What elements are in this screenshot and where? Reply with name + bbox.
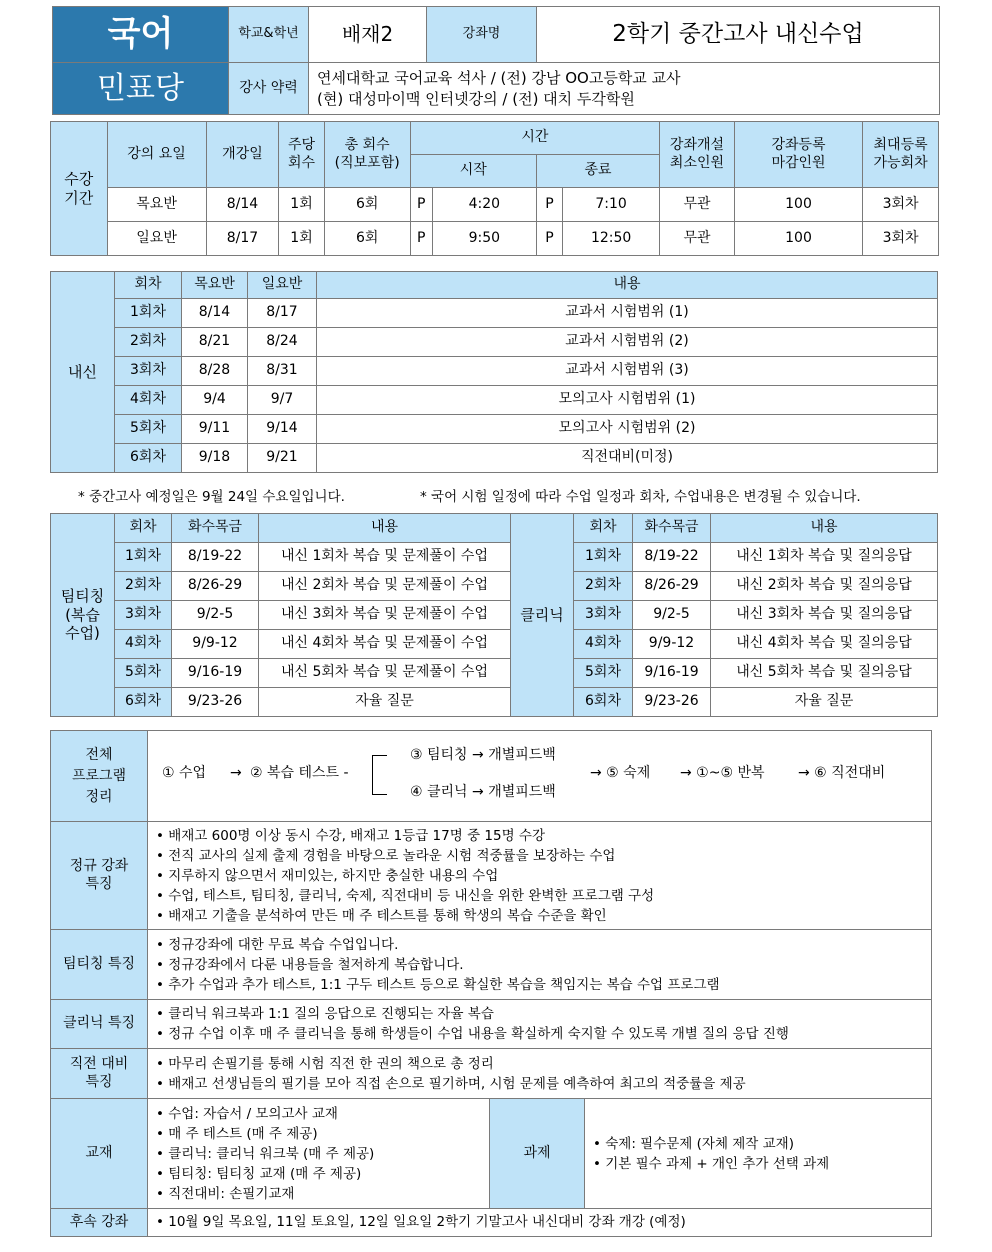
content: 내신 3회차 복습 및 문제풀이 수업	[259, 601, 511, 630]
naesin-row	[51, 415, 938, 444]
content: 자율 질문	[259, 688, 511, 717]
list-item: • 매 주 테스트 (매 주 제공)	[156, 1125, 318, 1142]
col-min: 강좌개설 최소인원	[660, 122, 735, 188]
round: 3회차	[115, 601, 172, 630]
list-item: • 전직 교사의 실제 출제 경험을 바탕으로 놀라운 시험 적중률을 보장하는 수업	[156, 847, 616, 864]
round: 6회차	[115, 688, 172, 717]
row-end-time: 7:10	[563, 188, 660, 222]
arrow: →	[230, 765, 242, 781]
clinic-days: 9/9-12	[633, 630, 711, 659]
list-item: • 지루하지 않으면서 재미있는, 하지만 충실한 내용의 수업	[156, 867, 499, 884]
naesin-row	[51, 444, 938, 473]
list-item: • 클리닉: 클리닉 워크북 (매 주 제공)	[156, 1145, 375, 1162]
row-end-ampm: P	[536, 188, 562, 222]
step-review-test: ② 복습 테스트 -	[250, 765, 349, 781]
list-item: • 숙제: 필수문제 (자체 제작 교재)	[593, 1135, 794, 1152]
list-item: • 수업, 테스트, 팀티칭, 클리닉, 숙제, 직전대비 등 내신을 위한 완벽한 프로그램 구성	[156, 887, 655, 904]
col-time-end: 종료	[536, 155, 659, 188]
row-date: 8/17	[206, 222, 279, 256]
col-day: 강의 요일	[107, 122, 206, 188]
team-row	[51, 659, 938, 688]
col-time-start: 시작	[410, 155, 536, 188]
col-start-date: 개강일	[206, 122, 279, 188]
program-flow-diagram	[148, 731, 931, 821]
content: 내신 5회차 복습 및 문제풀이 수업	[259, 659, 511, 688]
homework-label: 과제	[490, 1099, 585, 1209]
team-row	[51, 543, 938, 572]
feature-row	[51, 1000, 932, 1049]
clinic-round: 4회차	[574, 630, 633, 659]
team-row	[51, 688, 938, 717]
content: 교과서 시험범위 (3)	[317, 357, 938, 386]
list-item: • 팀티칭: 팀티칭 교재 (매 주 제공)	[156, 1165, 362, 1182]
row-total: 6회	[324, 222, 410, 256]
course-label: 강좌명	[427, 7, 537, 63]
sun-date: 8/24	[248, 328, 317, 357]
thu-date: 8/28	[182, 357, 248, 386]
teacher-name: 민표당	[53, 63, 229, 115]
team-clinic-table	[50, 513, 938, 717]
content: 내신 4회차 복습 및 문제풀이 수업	[259, 630, 511, 659]
clinic-round: 5회차	[574, 659, 633, 688]
col-time: 시간	[410, 122, 660, 155]
thu-date: 8/14	[182, 299, 248, 328]
row-min: 무관	[660, 222, 735, 256]
features-table	[50, 730, 932, 1237]
step-final-prep: → ⑥ 직전대비	[798, 765, 886, 781]
round: 5회차	[115, 415, 182, 444]
content: 교과서 시험범위 (2)	[317, 328, 938, 357]
row-day: 목요반	[107, 188, 206, 222]
bio-label: 강사 약력	[229, 63, 309, 115]
school-label: 학교&학년	[229, 7, 309, 63]
row-start-ampm: P	[410, 222, 432, 256]
list-item: • 배재고 선생님들의 필기를 모아 직접 손으로 필기하며, 시험 문제를 예측하여 최고의 적중률을 제공	[156, 1075, 746, 1092]
clinic-days: 9/23-26	[633, 688, 711, 717]
sun-date: 9/21	[248, 444, 317, 473]
col-weekly: 주당 회수	[279, 122, 324, 188]
sun-date: 9/7	[248, 386, 317, 415]
clinic-round: 6회차	[574, 688, 633, 717]
round: 4회차	[115, 630, 172, 659]
row-total: 6회	[324, 188, 410, 222]
list-item: • 정규강좌에서 다룬 내용들을 철저하게 복습합니다.	[156, 956, 464, 973]
naesin-table	[50, 271, 938, 473]
col-thu: 목요반	[182, 272, 248, 299]
clinic-days: 8/19-22	[633, 543, 711, 572]
row-late: 3회차	[863, 188, 939, 222]
list-item: • 배재고 600명 이상 동시 수강, 배재고 1등급 17명 중 15명 수강	[156, 827, 545, 844]
col-content: 내용	[711, 514, 938, 543]
regular-feature-list	[148, 822, 932, 930]
round: 3회차	[115, 357, 182, 386]
list-item: • 배재고 기출을 분석하여 만든 매 주 테스트를 통해 학생의 복습 수준을 확인	[156, 907, 607, 924]
row-start-time: 9:50	[432, 222, 536, 256]
col-content: 내용	[259, 514, 511, 543]
sun-date: 8/31	[248, 357, 317, 386]
final-prep-feature-list	[148, 1049, 932, 1099]
homework-list	[585, 1099, 932, 1209]
thu-date: 9/4	[182, 386, 248, 415]
days: 8/26-29	[172, 572, 259, 601]
feature-row	[51, 1049, 932, 1099]
row-date: 8/14	[206, 188, 279, 222]
clinic-round: 1회차	[574, 543, 633, 572]
step-homework: → ⑤ 숙제	[590, 765, 651, 781]
days: 9/16-19	[172, 659, 259, 688]
step-repeat: → ①~⑤ 반복	[680, 765, 765, 781]
team-row	[51, 601, 938, 630]
feature-row	[51, 930, 932, 1000]
row-weekly: 1회	[279, 188, 324, 222]
program-label: 전체 프로그램 정리	[51, 731, 148, 822]
followup-label: 후속 강좌	[51, 1209, 148, 1237]
materials-list	[148, 1099, 490, 1209]
clinic-content: 내신 3회차 복습 및 질의응답	[711, 601, 938, 630]
naesin-row	[51, 386, 938, 415]
regular-feature-label: 정규 강좌 특징	[51, 822, 148, 930]
step-team-teaching: ③ 팀티칭 → 개별피드백	[410, 747, 556, 763]
team-feature-label: 팀티칭 특징	[51, 930, 148, 1000]
list-item: • 직전대비: 손필기교재	[156, 1185, 295, 1202]
teacher-bio	[309, 63, 940, 115]
round: 1회차	[115, 543, 172, 572]
thu-date: 8/21	[182, 328, 248, 357]
schedule-table	[50, 121, 939, 256]
round: 6회차	[115, 444, 182, 473]
content: 내신 2회차 복습 및 문제풀이 수업	[259, 572, 511, 601]
list-item: • 수업: 자습서 / 모의고사 교재	[156, 1105, 338, 1122]
row-end-ampm: P	[536, 222, 562, 256]
step-clinic: ④ 클리닉 → 개별피드백	[410, 784, 556, 800]
clinic-content: 내신 1회차 복습 및 질의응답	[711, 543, 938, 572]
row-late: 3회차	[863, 222, 939, 256]
list-item: • 추가 수업과 추가 테스트, 1:1 구두 테스트 등으로 확실한 복습을 책임지는 복습 수업 프로그램	[156, 976, 720, 993]
list-item: • 정규 수업 이후 매 주 클리닉을 통해 학생들이 수업 내용을 확실하게 숙지할 수 있도록 개별 질의 응답 진행	[156, 1026, 789, 1042]
row-start-time: 4:20	[432, 188, 536, 222]
round: 1회차	[115, 299, 182, 328]
col-sun: 일요반	[248, 272, 317, 299]
feature-row	[51, 822, 932, 930]
round: 2회차	[115, 328, 182, 357]
team-row	[51, 630, 938, 659]
clinic-content: 내신 5회차 복습 및 질의응답	[711, 659, 938, 688]
schedule-change-note: * 국어 시험 일정에 따라 수업 일정과 회차, 수업내용은 변경될 수 있습니다.	[420, 489, 861, 505]
col-total: 총 회수 (직보포함)	[324, 122, 410, 188]
list-item: • 기본 필수 과제 + 개인 추가 선택 과제	[593, 1155, 830, 1172]
clinic-side-label: 클리닉	[511, 514, 574, 717]
clinic-feature-list	[148, 1000, 932, 1049]
naesin-row	[51, 357, 938, 386]
school-value: 배재2	[309, 7, 427, 63]
row-day: 일요반	[107, 222, 206, 256]
content: 내신 1회차 복습 및 문제풀이 수업	[259, 543, 511, 572]
row-max: 100	[734, 222, 862, 256]
days: 9/23-26	[172, 688, 259, 717]
col-days: 화수목금	[633, 514, 711, 543]
clinic-content: 자율 질문	[711, 688, 938, 717]
days: 8/19-22	[172, 543, 259, 572]
followup-text: • 10월 9일 목요일, 11일 토요일, 12일 일요일 2학기 기말고사 내신대비 강좌 개강 (예정)	[148, 1209, 932, 1237]
days: 9/2-5	[172, 601, 259, 630]
bio-line-2: (현) 대성마이맥 인터넷강의 / (전) 대치 두각학원	[317, 89, 635, 108]
round: 2회차	[115, 572, 172, 601]
team-feature-list	[148, 930, 932, 1000]
course-title: 2학기 중간고사 내신수업	[537, 7, 940, 63]
bio-line-1: 연세대학교 국어교육 석사 / (전) 강남 OO고등학교 교사	[317, 68, 681, 87]
clinic-round: 2회차	[574, 572, 633, 601]
clinic-days: 8/26-29	[633, 572, 711, 601]
schedule-row	[51, 222, 939, 256]
col-max: 강좌등록 마감인원	[734, 122, 862, 188]
row-weekly: 1회	[279, 222, 324, 256]
program-flow	[148, 731, 932, 822]
clinic-days: 9/2-5	[633, 601, 711, 630]
thu-date: 9/18	[182, 444, 248, 473]
schedule-side-label: 수강 기간	[51, 122, 108, 256]
team-row	[51, 572, 938, 601]
branch-bracket	[372, 755, 387, 795]
team-side-label: 팀티칭 (복습 수업)	[51, 514, 115, 717]
clinic-round: 3회차	[574, 601, 633, 630]
col-late: 최대등록 가능회차	[863, 122, 939, 188]
content: 모의고사 시험범위 (1)	[317, 386, 938, 415]
clinic-content: 내신 4회차 복습 및 질의응답	[711, 630, 938, 659]
round: 5회차	[115, 659, 172, 688]
list-item: • 정규강좌에 대한 무료 복습 수업입니다.	[156, 936, 399, 953]
exam-date-note: * 중간고사 예정일은 9월 24일 수요일입니다.	[78, 489, 345, 505]
subject-cell: 국어	[53, 7, 229, 63]
row-end-time: 12:50	[563, 222, 660, 256]
round: 4회차	[115, 386, 182, 415]
thu-date: 9/11	[182, 415, 248, 444]
days: 9/9-12	[172, 630, 259, 659]
naesin-row	[51, 299, 938, 328]
row-start-ampm: P	[410, 188, 432, 222]
col-round: 회차	[115, 272, 182, 299]
list-item: • 클리닉 워크북과 1:1 질의 응답으로 진행되는 자율 복습	[156, 1006, 494, 1022]
col-days: 화수목금	[172, 514, 259, 543]
step-lecture: ① 수업	[162, 765, 207, 781]
clinic-content: 내신 2회차 복습 및 질의응답	[711, 572, 938, 601]
col-content: 내용	[317, 272, 938, 299]
materials-label: 교재	[51, 1099, 148, 1209]
row-max: 100	[734, 188, 862, 222]
col-round: 회차	[574, 514, 633, 543]
header-table	[52, 6, 940, 115]
clinic-feature-label: 클리닉 특징	[51, 1000, 148, 1049]
content: 직전대비(미정)	[317, 444, 938, 473]
list-item: • 마무리 손필기를 통해 시험 직전 한 권의 책으로 총 정리	[156, 1055, 494, 1072]
sun-date: 9/14	[248, 415, 317, 444]
content: 교과서 시험범위 (1)	[317, 299, 938, 328]
sun-date: 8/17	[248, 299, 317, 328]
row-min: 무관	[660, 188, 735, 222]
naesin-row	[51, 328, 938, 357]
final-prep-feature-label: 직전 대비 특징	[51, 1049, 148, 1099]
clinic-days: 9/16-19	[633, 659, 711, 688]
col-round: 회차	[115, 514, 172, 543]
naesin-side-label: 내신	[51, 272, 115, 473]
schedule-row	[51, 188, 939, 222]
content: 모의고사 시험범위 (2)	[317, 415, 938, 444]
